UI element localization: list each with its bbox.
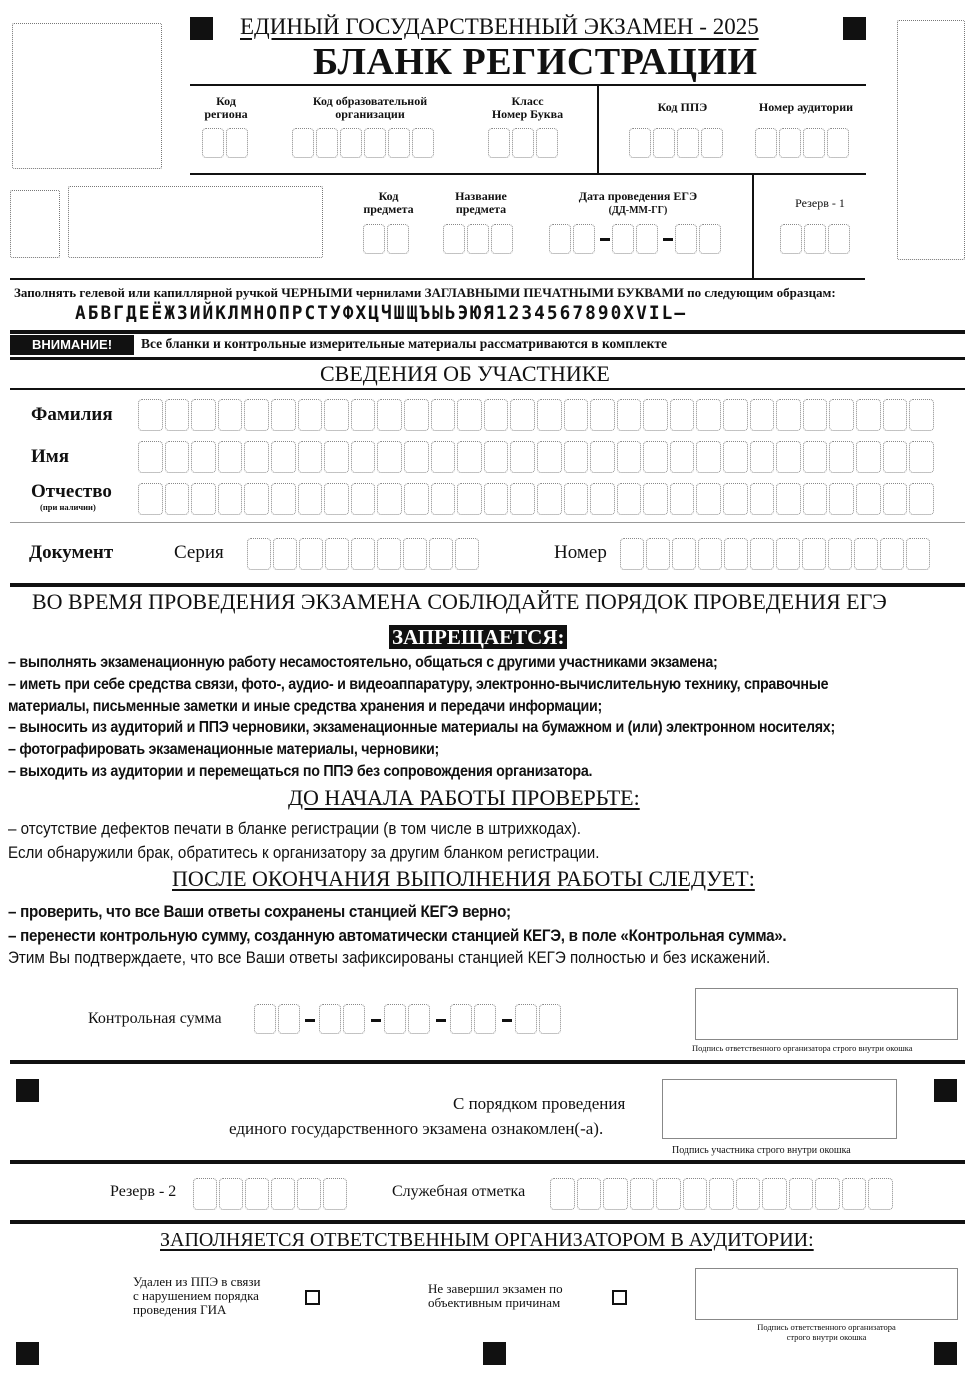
letter-cell[interactable] [244,441,269,473]
letter-cell[interactable] [298,399,323,431]
organizer-heading: ЗАПОЛНЯЕТСЯ ОТВЕТСТВЕННЫМ ОРГАНИЗАТОРОМ В АУДИТОРИИ: [160,1229,814,1251]
letter-cell[interactable] [351,399,376,431]
letter-cell[interactable] [672,538,696,570]
exam-date-format: (ДД-ММ-ГГ) [608,205,668,216]
letter-cell[interactable] [377,441,402,473]
letter-cell[interactable] [750,441,775,473]
class-cells[interactable] [488,128,558,158]
removed-checkbox[interactable] [305,1290,320,1305]
letter-cell[interactable] [776,441,801,473]
letter-cell[interactable] [484,399,509,431]
letter-cell[interactable] [670,441,695,473]
letter-cell[interactable] [577,1178,602,1210]
letter-cell[interactable] [510,399,535,431]
letter-cell[interactable] [297,1178,321,1210]
letter-cell[interactable] [351,441,376,473]
reserve2-cells[interactable] [193,1178,347,1210]
letter-cell[interactable] [431,483,456,515]
marker-bottom-left [16,1342,39,1365]
checksum-group-3[interactable] [384,1004,430,1034]
letter-cell[interactable] [431,399,456,431]
barcode-area-right [897,20,965,260]
letter-cell[interactable] [550,1178,575,1210]
checksum-dash-1 [305,1019,315,1022]
subject-code-cells[interactable] [363,224,409,254]
letter-cell[interactable] [750,483,775,515]
letter-cell[interactable] [883,483,908,515]
fill-rule: Заполнять гелевой или капиллярной ручкой ЧЕРНЫМИ чернилами ЗАГЛАВНЫМИ ПЕЧАТНЫМИ БУКВАМИ по следующим образцам: [14,285,836,300]
letter-cell[interactable] [564,399,589,431]
letter-cell[interactable] [880,538,904,570]
letter-cell[interactable] [219,1178,243,1210]
letter-cell[interactable] [643,483,668,515]
checksum-group-2[interactable] [319,1004,365,1034]
rules-heading: ВО ВРЕМЯ ПРОВЕДЕНИЯ ЭКЗАМЕНА СОБЛЮДАЙТЕ ПОРЯДОК ПРОВЕДЕНИЯ ЕГЭ [32,589,887,614]
letter-cell[interactable] [683,1178,708,1210]
letter-cell[interactable] [868,1178,893,1210]
letter-cell[interactable] [828,538,852,570]
letter-cell[interactable] [191,441,216,473]
letter-cell[interactable] [245,1178,269,1210]
name-cells[interactable] [138,441,934,473]
rules-top-line [10,583,965,587]
letter-cell[interactable] [404,441,429,473]
letter-cell[interactable] [564,483,589,515]
letter-cell[interactable] [656,1178,681,1210]
date-separator-1 [600,238,610,241]
marker-mid-left [16,1079,39,1102]
letter-cell[interactable] [620,538,644,570]
letter-cell[interactable] [218,483,243,515]
letter-cell[interactable] [191,483,216,515]
exam-date-label: Дата проведения ЕГЭ [578,189,698,203]
letter-cell[interactable] [670,399,695,431]
number-label: Номер [554,542,607,563]
region-code-label: Код региона [204,94,248,121]
letter-cell[interactable] [351,538,375,570]
letter-cell[interactable] [165,483,190,515]
checksum-group-4[interactable] [450,1004,496,1034]
participant-signature-note: Подпись участника строго внутри окошка [672,1145,851,1156]
header-vertical-divider [597,86,599,174]
reserve1-divider [752,175,754,278]
acknowledge-line-2: единого государственного экзамена ознакомлен(-а). [229,1119,604,1138]
exam-date-year-cells[interactable] [675,224,721,254]
letter-cell[interactable] [829,399,854,431]
marker-bottom-center [483,1342,506,1365]
ppe-code-label: Код ППЭ [657,100,708,114]
checksum-group-5[interactable] [515,1004,561,1034]
checksum-label: Контрольная сумма [88,1010,222,1027]
letter-cell[interactable] [324,399,349,431]
barcode-area-top-left [12,23,162,169]
letter-cell[interactable] [429,538,453,570]
letter-cell[interactable] [271,483,296,515]
name-label: Имя [31,446,69,467]
letter-cell[interactable] [750,538,774,570]
forbidden-label: ЗАПРЕЩАЕТСЯ: [389,625,567,649]
reserve1-cells[interactable] [780,224,850,254]
marker-bottom-right [934,1342,957,1365]
participant-heading-line [10,388,965,390]
subject-code-label: Код предмета [363,189,414,216]
letter-cell[interactable] [803,441,828,473]
letter-cell[interactable] [789,1178,814,1210]
barcode-area-left-small [10,190,60,258]
attention-label: ВНИМАНИЕ! [10,335,134,355]
letter-cell[interactable] [403,538,427,570]
organizer-final-signature-note: Подпись ответственного организатора строго внутри окошка [757,1322,896,1342]
letter-cell[interactable] [856,399,881,431]
letter-cell[interactable] [298,441,323,473]
document-label: Документ [29,542,114,563]
letter-cell[interactable] [698,538,722,570]
letter-cell[interactable] [643,399,668,431]
header-line [190,84,866,86]
date-separator-2 [663,238,673,241]
series-label: Серия [174,542,224,563]
letter-cell[interactable] [803,399,828,431]
confirm-text: Этим Вы подтверждаете, что все Ваши ответы зафиксированы станцией КЕГЭ полностью и без искажений. [8,949,771,967]
letter-cell[interactable] [377,538,401,570]
checksum-dash-3 [436,1019,446,1022]
forbidden-item-3: – выносить из аудиторий и ППЭ черновики, экзаменационные материалы на бумажном и (или) электронном носителях; [8,719,835,736]
subject-name-label: Название предмета [455,189,507,216]
letter-cell[interactable] [537,441,562,473]
letter-cell[interactable] [723,441,748,473]
not-finished-checkbox[interactable] [612,1290,627,1305]
letter-cell[interactable] [909,441,934,473]
letter-cell[interactable] [247,538,271,570]
letter-cell[interactable] [218,441,243,473]
letter-cell[interactable] [709,1178,734,1210]
checksum-dash-2 [371,1019,381,1022]
letter-cell[interactable] [351,483,376,515]
marker-top-left [190,17,213,40]
organizer-signature-box[interactable] [695,988,958,1040]
letter-cell[interactable] [377,399,402,431]
forbidden-item-5: – выходить из аудитории и перемещаться по ППЭ без сопровождения организатора. [8,763,593,780]
after-heading: ПОСЛЕ ОКОНЧАНИЯ ВЫПОЛНЕНИЯ РАБОТЫ СЛЕДУЕТ: [172,866,755,891]
letter-cell[interactable] [909,399,934,431]
organizer-top-line [10,1220,965,1224]
letter-cell[interactable] [803,483,828,515]
not-finished-label: Не завершил экзамен по объективным причинам [428,1281,563,1310]
letter-cell[interactable] [457,399,482,431]
letter-cell[interactable] [165,441,190,473]
form-title: БЛАНК РЕГИСТРАЦИИ [313,41,758,83]
letter-cell[interactable] [829,441,854,473]
letter-cell[interactable] [455,538,479,570]
checksum-dash-4 [502,1019,512,1022]
marker-top-right [843,17,866,40]
region-code-cells[interactable] [202,128,248,158]
room-number-label: Номер аудитории [758,100,854,114]
letter-cell[interactable] [723,399,748,431]
letter-cell[interactable] [218,399,243,431]
forbidden-item-2-cont: материалы, письменные заметки и иные средства хранения и передачи информации; [8,698,602,715]
check-item-1: – отсутствие дефектов печати в бланке регистрации (в том числе в штрихкодах). [8,820,582,838]
letter-cell[interactable] [273,538,297,570]
attention-top-line [10,330,965,334]
barcode-area-main [68,186,323,258]
letter-cell[interactable] [906,538,930,570]
letter-cell[interactable] [484,441,509,473]
checksum-group-1[interactable] [254,1004,300,1034]
letter-cell[interactable] [590,441,615,473]
participant-top-line [10,357,965,360]
letter-cell[interactable] [829,483,854,515]
letter-cell[interactable] [856,441,881,473]
acknowledge-line-1: С порядком проведения [453,1094,626,1113]
letter-cell[interactable] [750,399,775,431]
letter-cell[interactable] [617,399,642,431]
patronymic-cells[interactable] [138,483,934,515]
letter-cell[interactable] [298,483,323,515]
letter-cell[interactable] [630,1178,655,1210]
letter-cell[interactable] [271,399,296,431]
reserve2-label: Резерв - 2 [110,1183,177,1200]
letter-cell[interactable] [537,483,562,515]
letter-cell[interactable] [646,538,670,570]
letter-cell[interactable] [603,1178,628,1210]
letter-cell[interactable] [776,483,801,515]
letter-cell[interactable] [299,538,323,570]
letter-cell[interactable] [271,1178,295,1210]
letter-cell[interactable] [883,399,908,431]
forbidden-item-2: – иметь при себе средства связи, фото-, аудио- и видеоаппаратуру, электронно-вычислительную технику, справочные [8,676,829,693]
letter-cell[interactable] [883,441,908,473]
letter-cell[interactable] [776,538,800,570]
patronymic-note: (при наличии) [40,502,96,512]
letter-cell[interactable] [165,399,190,431]
sample-characters: АБВГДЕЁЖЗИЙКЛМНОПРСТУФХЦЧШЩЪЫЬЭЮЯ1234567890XVIL– [75,302,688,324]
letter-cell[interactable] [457,483,482,515]
letter-cell[interactable] [909,483,934,515]
letter-cell[interactable] [696,441,721,473]
attention-text: Все бланки и контрольные измерительные материалы рассматриваются в комплекте [141,336,667,351]
exam-title: ЕДИНЫЙ ГОСУДАРСТВЕННЫЙ ЭКЗАМЕН - 2025 [240,14,759,39]
letter-cell[interactable] [815,1178,840,1210]
organizer-final-signature-box[interactable] [695,1268,958,1320]
letter-cell[interactable] [590,483,615,515]
letter-cell[interactable] [404,399,429,431]
check-item-2: Если обнаружили брак, обратитесь к организатору за другим бланком регистрации. [8,844,600,862]
surname-cells[interactable] [138,399,934,431]
letter-cell[interactable] [138,483,163,515]
exam-date-day-cells[interactable] [549,224,595,254]
letter-cell[interactable] [484,483,509,515]
document-top-line [10,522,965,523]
letter-cell[interactable] [193,1178,217,1210]
letter-cell[interactable] [776,399,801,431]
letter-cell[interactable] [138,441,163,473]
surname-label: Фамилия [31,404,113,425]
letter-cell[interactable] [324,441,349,473]
document-number-cells[interactable] [620,538,930,570]
letter-cell[interactable] [244,483,269,515]
letter-cell[interactable] [842,1178,867,1210]
letter-cell[interactable] [244,399,269,431]
participant-signature-box[interactable] [662,1079,897,1139]
reserve1-label: Резерв - 1 [795,196,845,210]
letter-cell[interactable] [854,538,878,570]
letter-cell[interactable] [510,441,535,473]
service-mark-label: Служебная отметка [392,1183,526,1200]
after-item-1: – проверить, что все Ваши ответы сохранены станцией КЕГЭ верно; [8,903,511,921]
ppe-code-cells[interactable] [629,128,723,158]
forbidden-item-4: – фотографировать экзаменационные материалы, черновики; [8,741,439,758]
marker-mid-right [934,1079,957,1102]
patronymic-label: Отчество [31,481,112,502]
letter-cell[interactable] [323,1178,347,1210]
letter-cell[interactable] [696,399,721,431]
service-mark-cells[interactable] [550,1178,893,1210]
letter-cell[interactable] [564,441,589,473]
org-code-label: Код образовательной организации [312,94,428,121]
letter-cell[interactable] [736,1178,761,1210]
subject-name-cells[interactable] [443,224,513,254]
org-code-cells[interactable] [292,128,434,158]
after-item-2: – перенести контрольную сумму, созданную автоматически станцией КЕГЭ, в поле «Контрольная сумма». [8,927,787,945]
letter-cell[interactable] [670,483,695,515]
letter-cell[interactable] [617,441,642,473]
exam-date-month-cells[interactable] [612,224,658,254]
participant-heading: СВЕДЕНИЯ ОБ УЧАСТНИКЕ [320,361,610,386]
letter-cell[interactable] [377,483,402,515]
document-series-cells[interactable] [247,538,479,570]
letter-cell[interactable] [617,483,642,515]
letter-cell[interactable] [404,483,429,515]
letter-cell[interactable] [431,441,456,473]
forbidden-item-1: – выполнять экзаменационную работу несамостоятельно, общаться с другими участниками экзамена; [8,654,718,671]
code-row-line [190,173,866,175]
letter-cell[interactable] [762,1178,787,1210]
letter-cell[interactable] [802,538,826,570]
letter-cell[interactable] [271,441,296,473]
letter-cell[interactable] [138,399,163,431]
check-heading: ДО НАЧАЛА РАБОТЫ ПРОВЕРЬТЕ: [288,785,640,810]
codes-bottom-line [10,278,865,280]
letter-cell[interactable] [537,399,562,431]
letter-cell[interactable] [724,538,748,570]
class-label: Класс Номер Буква [491,94,564,121]
removed-label: Удален из ППЭ в связи с нарушением порядка проведения ГИА [133,1274,261,1317]
letter-cell[interactable] [856,483,881,515]
letter-cell[interactable] [723,483,748,515]
letter-cell[interactable] [590,399,615,431]
letter-cell[interactable] [696,483,721,515]
service-top-line [10,1160,965,1164]
letter-cell[interactable] [510,483,535,515]
room-number-cells[interactable] [755,128,849,158]
letter-cell[interactable] [325,538,349,570]
letter-cell[interactable] [457,441,482,473]
letter-cell[interactable] [643,441,668,473]
letter-cell[interactable] [324,483,349,515]
organizer-signature-note: Подпись ответственного организатора строго внутри окошка [692,1043,913,1053]
acknowledge-top-line [10,1060,965,1064]
letter-cell[interactable] [191,399,216,431]
